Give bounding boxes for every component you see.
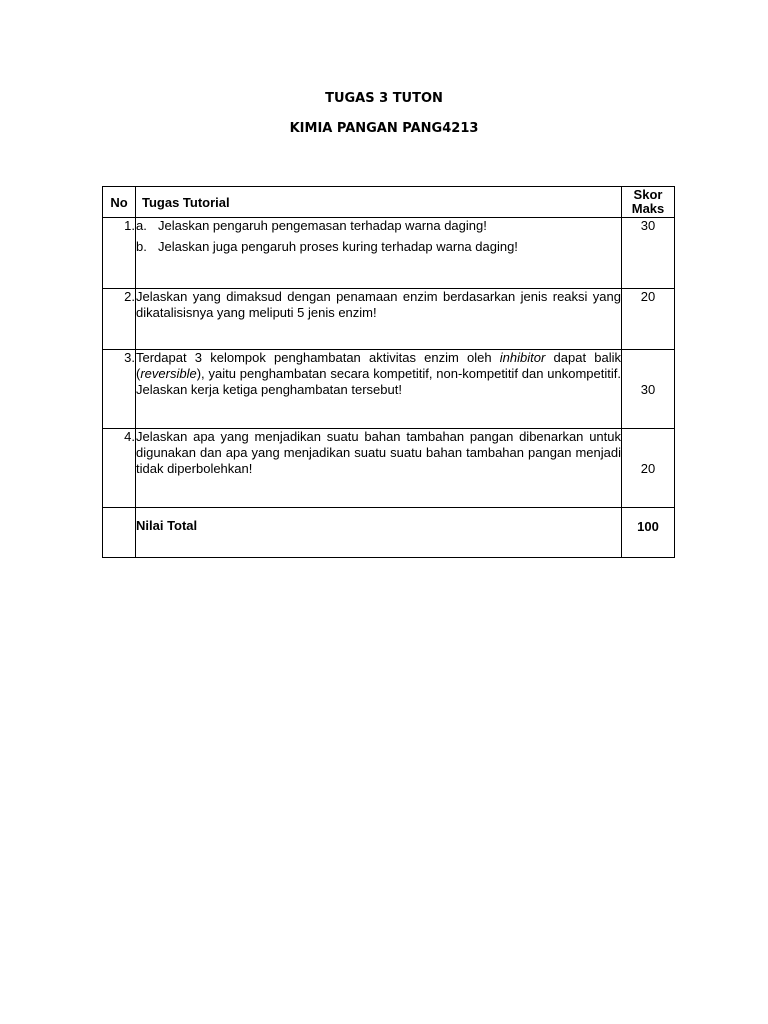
task-text-part: dapat balik ( <box>136 350 621 381</box>
row-number: 3. <box>103 350 136 429</box>
total-row-number-empty <box>103 508 136 558</box>
sub-task <box>136 218 621 234</box>
max-score: 20 <box>622 429 675 508</box>
max-score: 20 <box>622 289 675 350</box>
column-header-no: No <box>103 187 136 218</box>
task-cell <box>136 350 622 429</box>
sub-task-text: Jelaskan pengaruh pengemasan terhadap warna daging! <box>158 218 487 233</box>
task-text-italic: reversible <box>140 366 197 381</box>
column-header-task: Tugas Tutorial <box>136 187 622 218</box>
row-number: 2. <box>103 289 136 350</box>
task-cell <box>136 218 622 289</box>
column-header-score-line1: Skor <box>633 187 663 202</box>
table-row <box>103 429 675 508</box>
total-score: 100 <box>622 508 675 558</box>
max-score: 30 <box>622 218 675 289</box>
total-row <box>103 508 675 558</box>
task-text-part: Terdapat 3 kelompok penghambatan aktivitas enzim oleh <box>136 350 500 365</box>
row-number: 1. <box>103 218 136 289</box>
task-text-part: ), yaitu penghambatan secara kompetitif, non-kompetitif dan unkompetitif. Jelaskan kerja ketiga penghambatan tersebut! <box>136 366 621 397</box>
task-text: Jelaskan apa yang menjadikan suatu bahan tambahan pangan dibenarkan untuk digunakan dan apa yang menjadikan suatu suatu bahan tambahan pangan menjadi tidak diperbolehkan! <box>136 429 622 508</box>
task-text-italic: inhibitor <box>499 350 546 365</box>
sub-task-text: Jelaskan juga pengaruh proses kuring terhadap warna daging! <box>158 239 518 254</box>
table-header-row <box>103 187 675 218</box>
document-title: TUGAS 3 TUTON <box>325 91 443 106</box>
course-title: KIMIA PANGAN PANG4213 <box>289 121 479 136</box>
assignment-table <box>102 186 675 558</box>
sub-task-label: b. <box>136 239 147 254</box>
sub-task <box>136 239 621 255</box>
total-label: Nilai Total <box>136 508 622 558</box>
row-number: 4. <box>103 429 136 508</box>
table-row <box>103 218 675 289</box>
task-text: Jelaskan yang dimaksud dengan penamaan enzim berdasarkan jenis reaksi yang dikatalisisnya yang meliputi 5 jenis enzim! <box>136 289 622 350</box>
max-score: 30 <box>622 350 675 429</box>
column-header-score <box>622 187 675 218</box>
sub-task-label: a. <box>136 218 147 233</box>
table-row <box>103 289 675 350</box>
table-row <box>103 350 675 429</box>
column-header-score-line2: Maks <box>631 201 665 216</box>
